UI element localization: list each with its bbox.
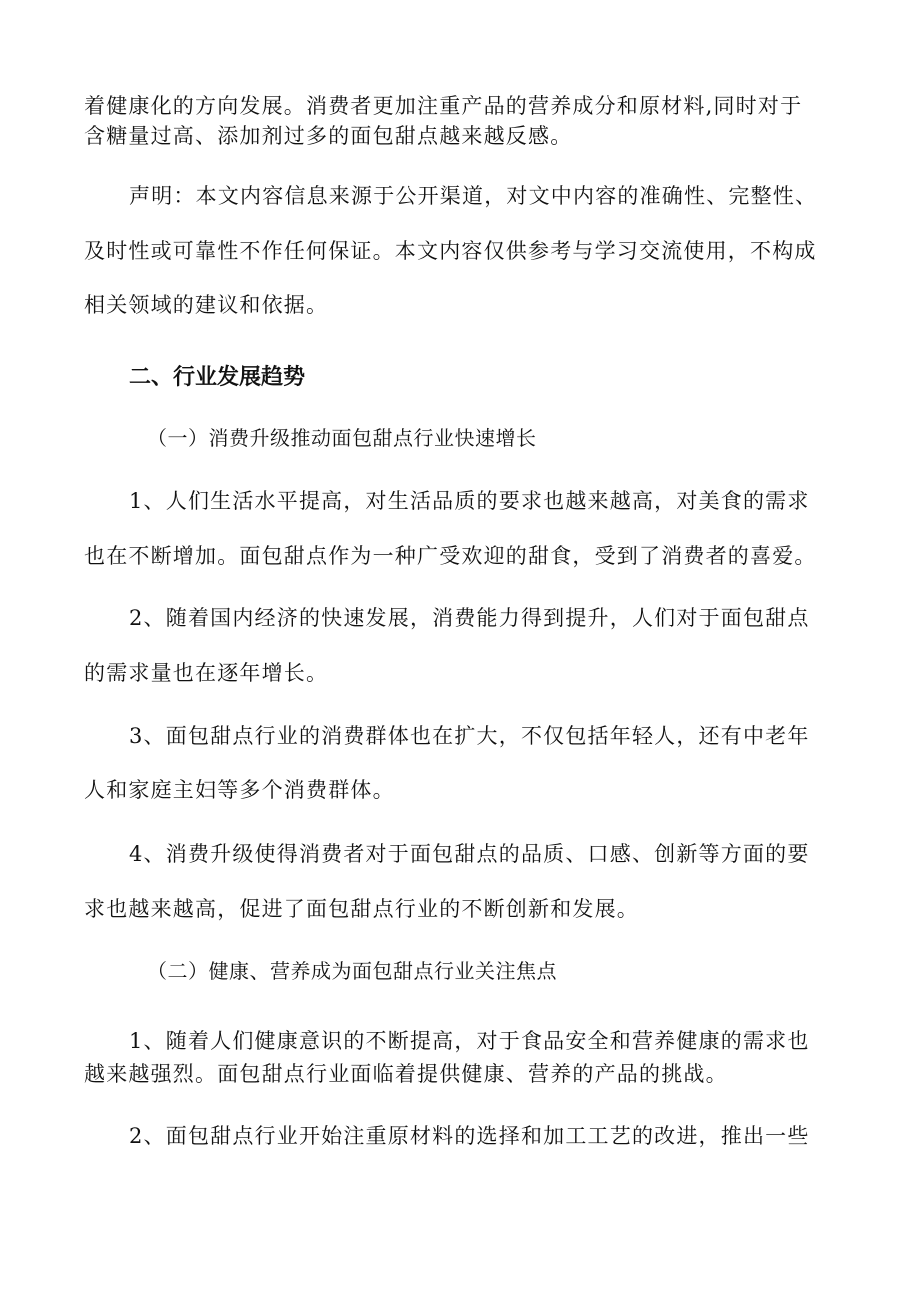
- sub1-p4-line-2: 求也越来越高，促进了面包甜点行业的不断创新和发展。: [84, 897, 639, 921]
- sub1-p2-line-1: 2、随着国内经济的快速发展，消费能力得到提升，人们对于面包甜点: [129, 606, 810, 630]
- sub2-p1-line-1: 1、随着人们健康意识的不断提高，对于食品安全和营养健康的需求也: [129, 1029, 810, 1053]
- section-heading: 二、行业发展趋势: [129, 365, 306, 390]
- subheading-2: （二）健康、营养成为面包甜点行业关注焦点: [147, 959, 557, 983]
- sub1-p3-line-1: 3、面包甜点行业的消费群体也在扩大，不仅包括年轻人，还有中老年: [129, 724, 810, 748]
- intro-line-2: 含糖量过高、添加剂过多的面包甜点越来越反感。: [84, 124, 573, 148]
- sub2-p1-line-2: 越来越强烈。面包甜点行业面临着提供健康、营养的产品的挑战。: [84, 1062, 728, 1086]
- intro-line-1: 着健康化的方向发展。消费者更加注重产品的营养成分和原材料,同时对于: [84, 94, 803, 118]
- sub2-p2-line-1: 2、面包甜点行业开始注重原材料的选择和加工工艺的改进，推出一些: [129, 1124, 810, 1148]
- subheading-1: （一）消费升级推动面包甜点行业快速增长: [147, 426, 537, 450]
- sub1-p4-line-1: 4、消费升级使得消费者对于面包甜点的品质、口感、创新等方面的要: [129, 842, 810, 866]
- disclaimer-line-1: 声明：本文内容信息来源于公开渠道，对文中内容的准确性、完整性、: [129, 184, 818, 208]
- sub1-p1-line-2: 也在不断增加。面包甜点作为一种广受欢迎的甜食，受到了消费者的喜爱。: [84, 544, 817, 568]
- disclaimer-line-3: 相关领域的建议和依据。: [84, 293, 329, 317]
- sub1-p3-line-2: 人和家庭主妇等多个消费群体。: [84, 778, 395, 802]
- disclaimer-line-2: 及时性或可靠性不作任何保证。本文内容仅供参考与学习交流使用，不构成: [84, 239, 817, 263]
- sub1-p1-line-1: 1、人们生活水平提高，对生活品质的要求也越来越高，对美食的需求: [129, 489, 810, 513]
- sub1-p2-line-2: 的需求量也在逐年增长。: [84, 661, 329, 685]
